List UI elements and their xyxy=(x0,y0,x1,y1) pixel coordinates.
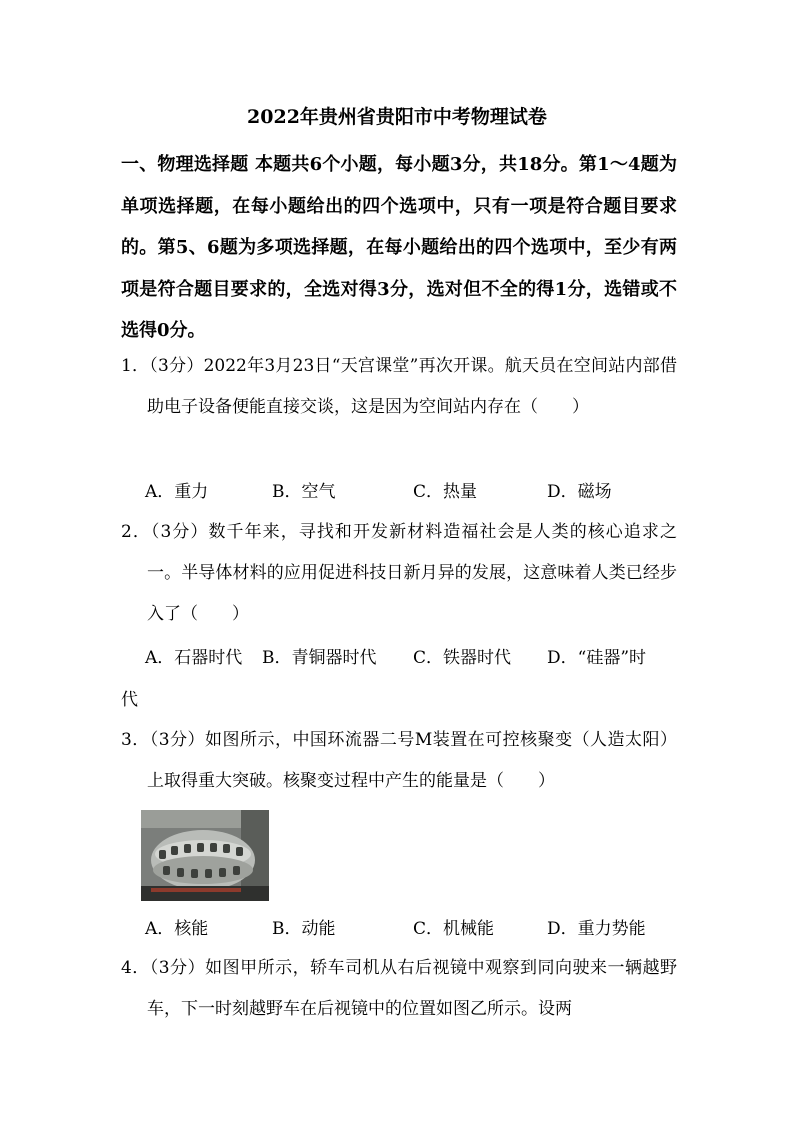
option-a: A．石器时代 xyxy=(145,648,243,668)
option-d: D．磁场 xyxy=(547,482,612,502)
question-4-text: 4．（3分）如图甲所示，轿车司机从右后视镜中观察到同向驶来一辆越野车，下一时刻越野车在后视镜中的位置如图乙所示。设两 xyxy=(121,958,677,1019)
section-heading: 一、物理选择题 本题共6个小题，每小题3分，共18分。第1～4题为单项选择题，在每小题给出的四个选项中，只有一项是符合题目要求的。第5、6题为多项选择题，在每小题给出的四个选项中，至少有两项是符合题目要求的，全选对得3分，选对但不全的得1分，选错或不选得0分。 xyxy=(121,154,677,341)
question-4 xyxy=(121,948,677,1030)
option-b: B．空气 xyxy=(272,482,336,502)
question-2 xyxy=(121,512,677,635)
option-b: B．动能 xyxy=(272,919,336,939)
option-d: D．“硅器”时 xyxy=(547,648,647,668)
question-1 xyxy=(121,346,677,428)
option-c: C．热量 xyxy=(413,482,478,502)
option-d: D．重力势能 xyxy=(547,919,646,939)
question-3-text: 3．（3分）如图所示，中国环流器二号M装置在可控核聚变（人造太阳）上取得重大突破。核聚变过程中产生的能量是（ ） xyxy=(121,730,677,791)
option-c: C．机械能 xyxy=(413,919,495,939)
option-d-continued: 代 xyxy=(121,690,138,710)
question-2-text: 2．（3分）数千年来，寻找和开发新材料造福社会是人类的核心追求之一。半导体材料的应用促进科技日新月异的发展，这意味着人类已经步入了（ ） xyxy=(121,522,677,624)
option-a: A．重力 xyxy=(145,482,209,502)
page-title: 2022年贵州省贵阳市中考物理试卷 xyxy=(247,106,547,128)
tokamak-device-photo xyxy=(141,810,269,901)
option-c: C．铁器时代 xyxy=(413,648,512,668)
tokamak-illustration xyxy=(141,810,269,901)
option-a: A．核能 xyxy=(145,919,209,939)
option-b: B．青铜器时代 xyxy=(262,648,377,668)
question-3 xyxy=(121,720,677,802)
question-1-text: 1．（3分）2022年3月23日“天宫课堂”再次开课。航天员在空间站内部借助电子设备便能直接交谈，这是因为空间站内存在（ ） xyxy=(121,356,677,417)
